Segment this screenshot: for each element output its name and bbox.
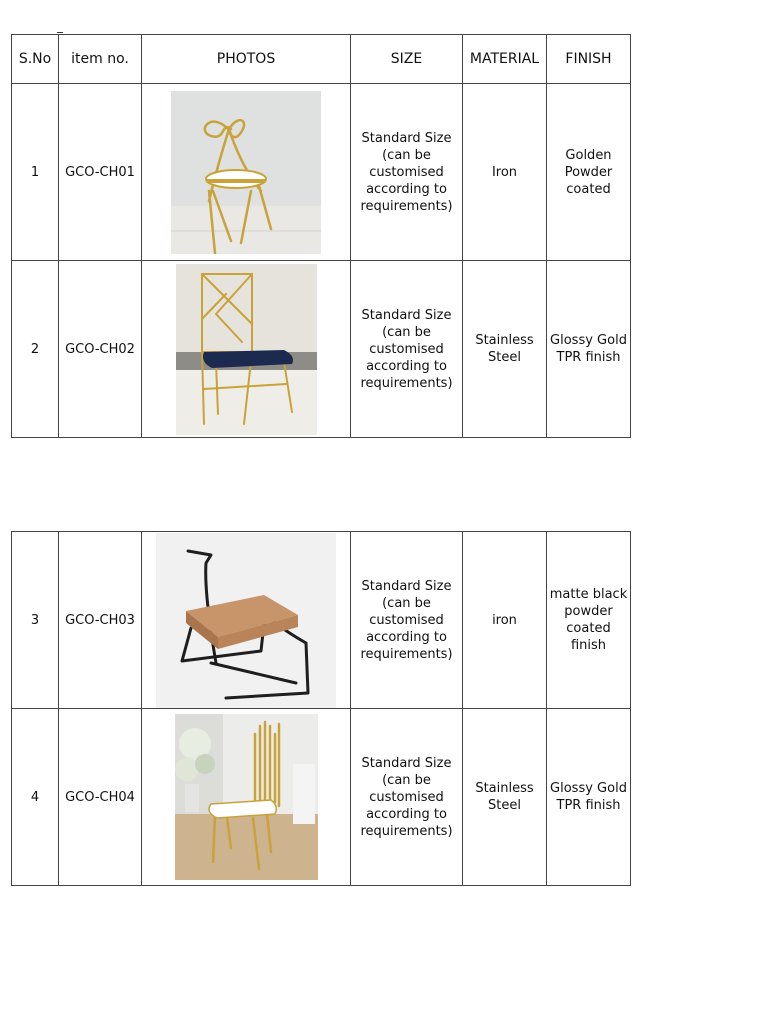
row-finish: Glossy Gold TPR finish [547, 709, 631, 886]
row-size: Standard Size (can be customised according to requirements) [351, 261, 463, 438]
header-sno: S.No [12, 35, 59, 84]
row-sno: 4 [12, 709, 59, 886]
row-finish: Glossy Gold TPR finish [547, 261, 631, 438]
table-row [12, 532, 631, 709]
row-photo [142, 84, 351, 261]
row-size: Standard Size (can be customised according to requirements) [351, 84, 463, 261]
product-table-top [11, 34, 631, 438]
row-sno: 1 [12, 84, 59, 261]
row-sno: 2 [12, 261, 59, 438]
row-item-no: GCO-CH01 [59, 84, 142, 261]
row-material: Iron [463, 84, 547, 261]
table-row [12, 84, 631, 261]
row-finish: matte black powder coated finish [547, 532, 631, 709]
table-row [12, 709, 631, 886]
gold-highback-white-seat-chair-icon [175, 714, 318, 880]
table-row [12, 261, 631, 438]
product-table-bottom [11, 531, 631, 886]
header-photos: PHOTOS [142, 35, 351, 84]
header-item-no: item no. [59, 35, 142, 84]
row-sno: 3 [12, 532, 59, 709]
row-size: Standard Size (can be customised according to requirements) [351, 709, 463, 886]
row-item-no: GCO-CH03 [59, 532, 142, 709]
black-wire-wood-seat-chair-icon [156, 533, 336, 708]
header-material: MATERIAL [463, 35, 547, 84]
row-material: Stainless Steel [463, 261, 547, 438]
row-finish: Golden Powder coated [547, 84, 631, 261]
row-item-no: GCO-CH04 [59, 709, 142, 886]
row-material: iron [463, 532, 547, 709]
row-photo [142, 261, 351, 438]
header-finish: FINISH [547, 35, 631, 84]
gold-bow-back-chair-icon [171, 91, 321, 254]
row-photo [142, 532, 351, 709]
row-size: Standard Size (can be customised according to requirements) [351, 532, 463, 709]
table-header-row [12, 35, 631, 84]
row-photo [142, 709, 351, 886]
row-material: Stainless Steel [463, 709, 547, 886]
gold-chiavari-navy-seat-chair-icon [176, 264, 317, 435]
page-mark [57, 32, 63, 33]
row-item-no: GCO-CH02 [59, 261, 142, 438]
header-size: SIZE [351, 35, 463, 84]
